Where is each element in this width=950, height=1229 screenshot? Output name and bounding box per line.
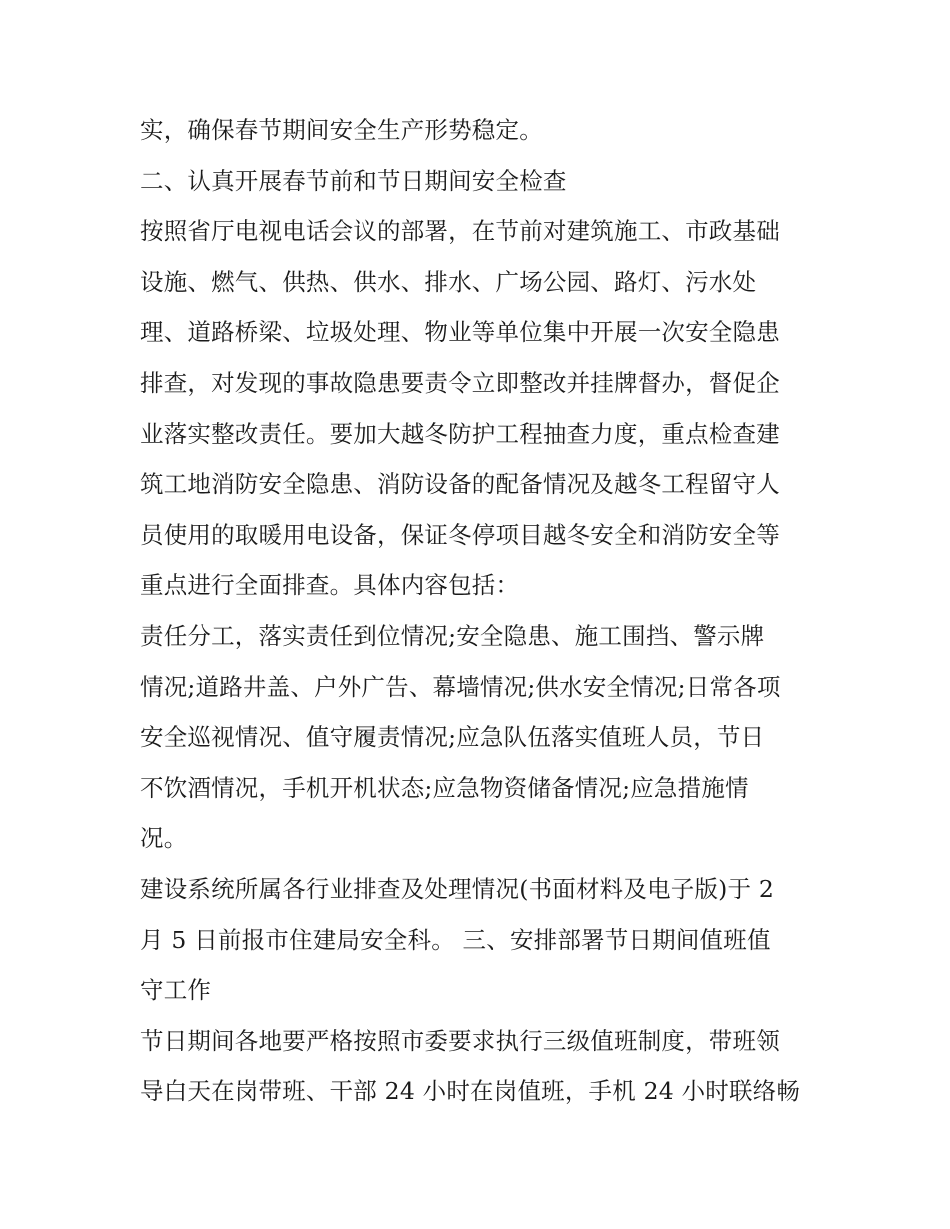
- text-line: 按照省厅电视电话会议的部署，在节前对建筑施工、市政基础: [140, 217, 780, 246]
- text-line: 责任分工，落实责任到位情况;安全隐患、施工围挡、警示牌: [140, 621, 765, 650]
- text-line: 不饮酒情况，手机开机状态;应急物资储备情况;应急措施情: [140, 773, 749, 802]
- text-line: 排查，对发现的事故隐患要责令立即整改并挂牌督办，督促企: [140, 368, 780, 397]
- text-line: 守工作: [140, 976, 212, 1005]
- text-line: 建设系统所属各行业排查及处理情况(书面材料及电子版)于 2: [140, 874, 775, 903]
- text-line: 重点进行全面排查。具体内容包括：: [140, 571, 520, 600]
- text-line: 设施、燃气、供热、供水、排水、广场公园、路灯、污水处: [140, 267, 757, 296]
- text-line: 节日期间各地要严格按照市委要求执行三级值班制度，带班领: [140, 1026, 780, 1055]
- text-line: 员使用的取暖用电设备，保证冬停项目越冬安全和消防安全等: [140, 520, 780, 549]
- text-line: 况。: [140, 824, 188, 853]
- text-line: 导白天在岗带班、干部 24 小时在岗值班，手机 24 小时联络畅: [140, 1077, 801, 1106]
- text-line: 筑工地消防安全隐患、消防设备的配备情况及越冬工程留守人: [140, 470, 780, 499]
- text-line: 实，确保春节期间安全生产形势稳定。: [140, 116, 543, 144]
- text-line: 理、道路桥梁、垃圾处理、物业等单位集中开展一次安全隐患: [140, 318, 780, 347]
- text-line: 业落实整改责任。要加大越冬防护工程抽查力度，重点检查建: [140, 419, 780, 448]
- document-body: [140, 105, 820, 1117]
- section-heading: 二、认真开展春节前和节日期间安全检查: [140, 166, 567, 195]
- text-line: 安全巡视情况、值守履责情况;应急队伍落实值班人员，节日: [140, 723, 765, 752]
- text-line: 月 5 日前报市住建局安全科。 三、安排部署节日期间值班值: [140, 925, 771, 954]
- text-line: 情况;道路井盖、户外广告、幕墙情况;供水安全情况;日常各项: [140, 672, 781, 701]
